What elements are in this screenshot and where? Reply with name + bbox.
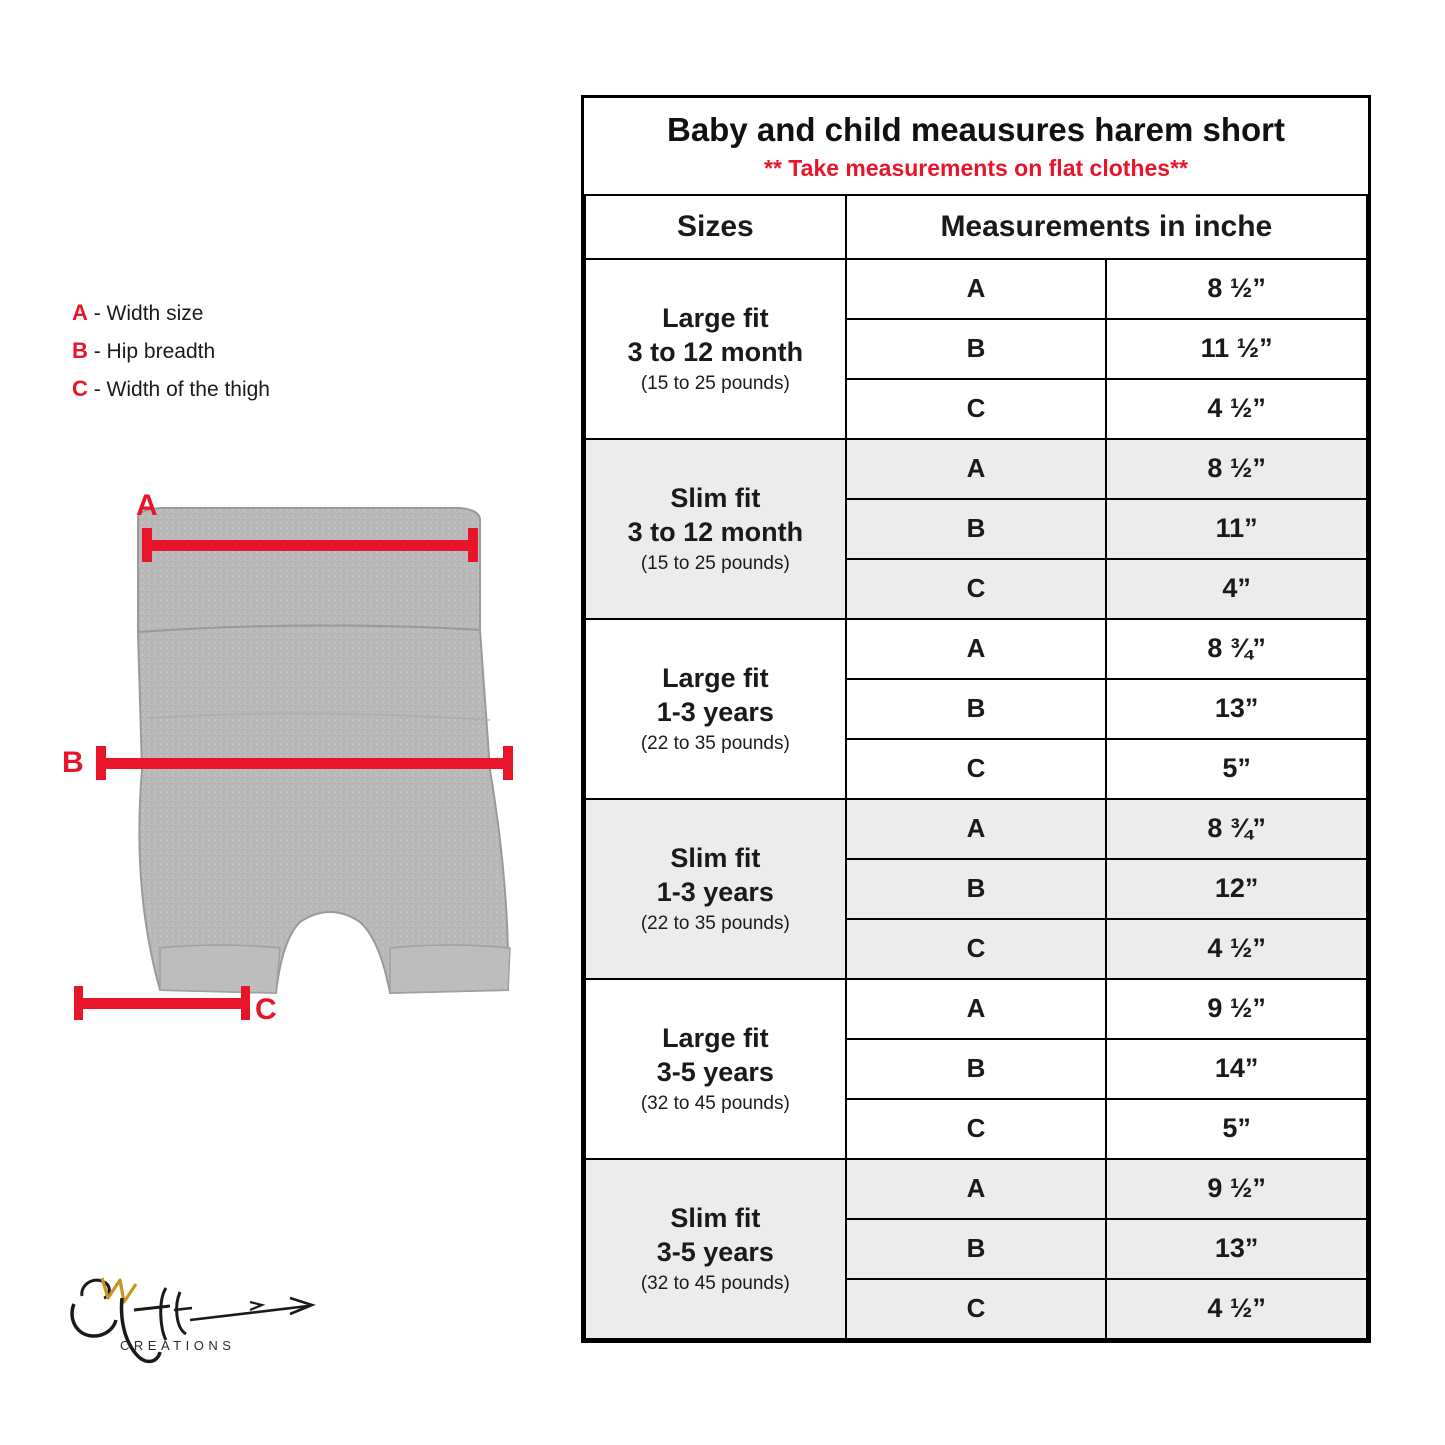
measure-label-c: C bbox=[255, 993, 277, 1026]
measure-letter: B bbox=[846, 319, 1107, 379]
size-group-cell bbox=[585, 1159, 846, 1339]
legend-text-a: - Width size bbox=[93, 302, 204, 325]
size-group-cell bbox=[585, 979, 846, 1159]
table-row bbox=[585, 439, 1367, 499]
size-age: 3 to 12 month bbox=[627, 516, 804, 547]
header-sizes: Sizes bbox=[585, 195, 846, 259]
size-fit: Large fit bbox=[662, 1022, 769, 1053]
garment-illustration bbox=[60, 470, 580, 1050]
measure-value: 13” bbox=[1106, 1219, 1367, 1279]
legend-key-c: C bbox=[72, 375, 88, 401]
size-age: 1-3 years bbox=[656, 696, 774, 727]
measure-label-b: B bbox=[62, 746, 84, 779]
size-weight: (22 to 35 pounds) bbox=[640, 913, 790, 935]
table-row bbox=[585, 619, 1367, 679]
measure-value: 14” bbox=[1106, 1039, 1367, 1099]
measure-value: 8 ½” bbox=[1106, 439, 1367, 499]
measure-letter: A bbox=[846, 979, 1107, 1039]
size-chart bbox=[581, 95, 1371, 1343]
table-row bbox=[585, 259, 1367, 319]
measure-letter: A bbox=[846, 439, 1107, 499]
measure-value: 8 ½” bbox=[1106, 259, 1367, 319]
table-row bbox=[585, 799, 1367, 859]
measure-value: 8 ¾” bbox=[1106, 799, 1367, 859]
size-fit: Large fit bbox=[662, 302, 769, 333]
size-group-cell bbox=[585, 799, 846, 979]
legend-key-a: A bbox=[72, 300, 88, 325]
size-chart-table bbox=[584, 98, 1368, 1340]
size-fit: Slim fit bbox=[670, 842, 761, 873]
brand-tagline: CREATIONS bbox=[120, 1338, 236, 1353]
measure-value: 11 ½” bbox=[1106, 319, 1367, 379]
measure-letter: B bbox=[846, 499, 1107, 559]
chart-title: Baby and child meausures harem short bbox=[666, 111, 1286, 148]
size-age: 3-5 years bbox=[656, 1236, 774, 1267]
waistband-shape bbox=[138, 508, 480, 632]
right-cuff bbox=[390, 945, 510, 993]
measure-letter: B bbox=[846, 859, 1107, 919]
table-row bbox=[585, 1159, 1367, 1219]
measure-label-a: A bbox=[136, 489, 158, 522]
measure-letter: A bbox=[846, 619, 1107, 679]
measure-value: 9 ½” bbox=[1106, 1159, 1367, 1219]
header-measurements: Measurements in inche bbox=[846, 195, 1367, 259]
size-fit: Large fit bbox=[662, 662, 769, 693]
measure-value: 5” bbox=[1106, 739, 1367, 799]
brand-logo bbox=[62, 1258, 322, 1378]
size-fit: Slim fit bbox=[670, 1202, 761, 1233]
size-fit: Slim fit bbox=[670, 482, 761, 513]
measure-value: 12” bbox=[1106, 859, 1367, 919]
measure-value: 4” bbox=[1106, 559, 1367, 619]
measure-letter: C bbox=[846, 1099, 1107, 1159]
measure-value: 4 ½” bbox=[1106, 919, 1367, 979]
measure-letter: C bbox=[846, 1279, 1107, 1339]
measure-letter: C bbox=[846, 919, 1107, 979]
measure-value: 4 ½” bbox=[1106, 379, 1367, 439]
size-age: 3-5 years bbox=[656, 1056, 774, 1087]
measure-value: 11” bbox=[1106, 499, 1367, 559]
size-group-cell bbox=[585, 439, 846, 619]
legend-item bbox=[72, 372, 270, 406]
size-weight: (32 to 45 pounds) bbox=[640, 1093, 790, 1115]
measure-letter: B bbox=[846, 1039, 1107, 1099]
legend-key-b: B bbox=[72, 337, 88, 363]
measure-value: 4 ½” bbox=[1106, 1279, 1367, 1339]
measure-value: 8 ¾” bbox=[1106, 619, 1367, 679]
measure-letter: B bbox=[846, 679, 1107, 739]
chart-title-row bbox=[585, 98, 1367, 195]
legend-text-b: - Hip breadth bbox=[93, 339, 216, 363]
size-group-cell bbox=[585, 619, 846, 799]
chart-title-cell bbox=[585, 98, 1367, 195]
measure-letter: B bbox=[846, 1219, 1107, 1279]
left-cuff bbox=[160, 945, 280, 993]
measure-value: 13” bbox=[1106, 679, 1367, 739]
measure-letter: C bbox=[846, 379, 1107, 439]
measure-letter: A bbox=[846, 799, 1107, 859]
size-group-cell bbox=[585, 259, 846, 439]
size-weight: (32 to 45 pounds) bbox=[640, 1273, 790, 1295]
measure-letter: C bbox=[846, 559, 1107, 619]
measure-value: 5” bbox=[1106, 1099, 1367, 1159]
chart-subtitle: ** Take measurements on flat clothes** bbox=[764, 154, 1188, 181]
table-row bbox=[585, 979, 1367, 1039]
measure-letter: A bbox=[846, 1159, 1107, 1219]
chart-header-row bbox=[585, 195, 1367, 259]
size-age: 3 to 12 month bbox=[627, 336, 804, 367]
size-weight: (15 to 25 pounds) bbox=[640, 553, 790, 575]
legend-text-c: - Width of the thigh bbox=[93, 377, 270, 401]
legend-item bbox=[72, 334, 270, 368]
measure-value: 9 ½” bbox=[1106, 979, 1367, 1039]
measure-letter: C bbox=[846, 739, 1107, 799]
size-weight: (22 to 35 pounds) bbox=[640, 733, 790, 755]
measure-letter: A bbox=[846, 259, 1107, 319]
harem-short-drawing bbox=[60, 470, 580, 1050]
measurement-legend bbox=[72, 296, 270, 410]
short-body-shape bbox=[138, 625, 508, 993]
size-age: 1-3 years bbox=[656, 876, 774, 907]
legend-item bbox=[72, 296, 270, 330]
size-weight: (15 to 25 pounds) bbox=[640, 373, 790, 395]
